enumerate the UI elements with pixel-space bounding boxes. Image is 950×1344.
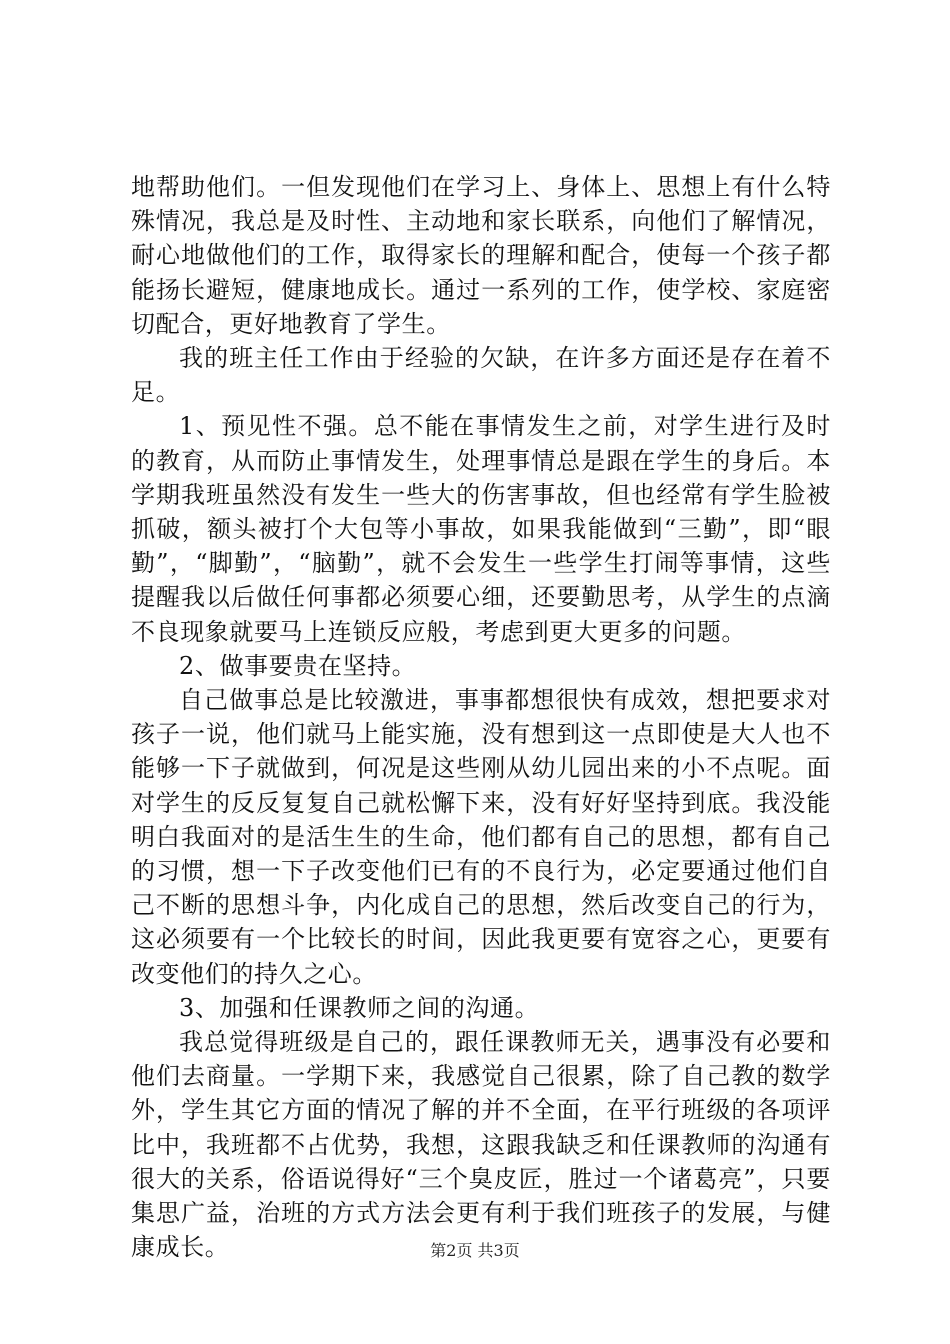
- paragraph-6: 3、加强和任课教师之间的沟通。: [179, 993, 540, 1022]
- page-footer: 第2页 共3页: [430, 1241, 520, 1260]
- paragraph-5: 自己做事总是比较激进，事事都想很快有成效，想把要求对孩子一说，他们就马上能实施，没有想到这一点即使是大人也不能够一下子就做到，何况是这些刚从幼儿园出来的小不点呢。面对学生的反反复复自己就松懈下来，没有好好坚持到底。我没能明白我面对的是活生生的生命，他们都有自己的思想，都有自己的习惯，想一下子改变他们已有的不良行为，必定要通过他们自己不断的思想斗争，内化成自己的思想，然后改变自己的行为，这必须要有一个比较长的时间，因此我更要有宽容之心，更要有改变他们的持久之心。: [131, 686, 831, 988]
- paragraph-4: 2、做事要贵在坚持。: [179, 651, 417, 680]
- document-body: [131, 170, 831, 1265]
- paragraph-2: 我的班主任工作由于经验的欠缺，在许多方面还是存在着不足。: [131, 344, 831, 407]
- paragraph-1: 地帮助他们。一但发现他们在学习上、身体上、思想上有什么特殊情况，我总是及时性、主动地和家长联系，向他们了解情况，耐心地做他们的工作，取得家长的理解和配合，使每一个孩子都能扬长避短，健康地成长。通过一系列的工作，使学校、家庭密切配合，更好地教育了学生。: [131, 173, 831, 338]
- paragraph-7: 我总觉得班级是自己的，跟任课教师无关，遇事没有必要和他们去商量。一学期下来，我感觉自己很累，除了自己教的数学外，学生其它方面的情况了解的并不全面，在平行班级的各项评比中，我班都不占优势，我想，这跟我缺乏和任课教师的沟通有很大的关系，俗语说得好“三个臭皮匠，胜过一个诸葛亮”，只要集思广益，治班的方式方法会更有利于我们班孩子的发展，与健康成长。: [131, 1028, 831, 1262]
- paragraph-3: 1、预见性不强。总不能在事情发生之前，对学生进行及时的教育，从而防止事情发生，处理事情总是跟在学生的身后。本学期我班虽然没有发生一些大的伤害事故，但也经常有学生脸被抓破，额头被打个大包等小事故，如果我能做到“三勤”，即“眼勤”，“脚勤”，“脑勤”，就不会发生一些学生打闹等事情，这些提醒我以后做任何事都必须要心细，还要勤思考，从学生的点滴不良现象就要马上连锁反应般，考虑到更大更多的问题。: [131, 412, 831, 646]
